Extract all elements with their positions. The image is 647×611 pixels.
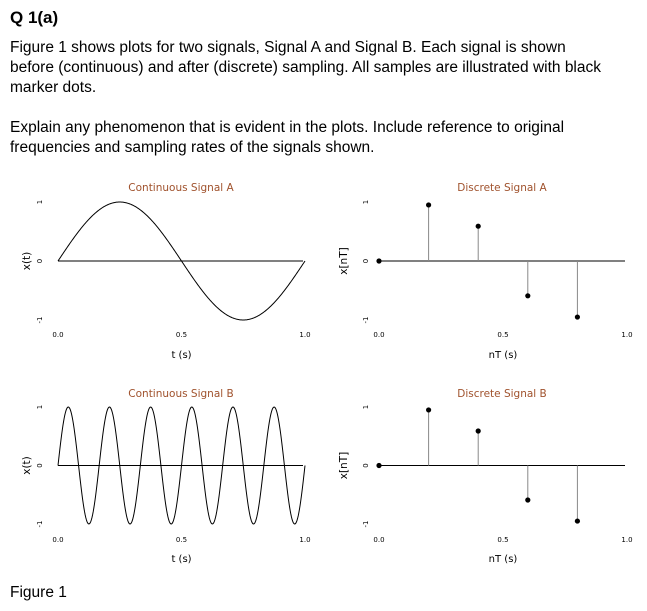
chart2-sample-dot bbox=[426, 202, 431, 207]
chart3-xtick-label: 1.0 bbox=[299, 536, 311, 544]
chart3-xlabel: t (s) bbox=[171, 554, 192, 565]
chart4-ylabel: x[nT] bbox=[338, 451, 350, 480]
chart3-ytick-label: 1 bbox=[36, 404, 44, 410]
chart1-xtick-label: 0.5 bbox=[175, 331, 188, 339]
chart4-sample-dot bbox=[426, 407, 431, 412]
chart2-ytick-label: 1 bbox=[362, 199, 370, 205]
chart2-sample-dot bbox=[476, 224, 481, 229]
chart1-ytick-label: -1 bbox=[36, 316, 44, 324]
chart4-xtick-label: 0.0 bbox=[373, 536, 385, 544]
chart2-sample-dot bbox=[376, 258, 381, 263]
chart4-ytick-label: -1 bbox=[362, 520, 370, 528]
chart2-xtick-label: 0.0 bbox=[373, 331, 385, 339]
chart3-ylabel: x(t) bbox=[21, 456, 33, 475]
chart3-xtick-label: 0.0 bbox=[52, 536, 64, 544]
chart3-ytick-label: -1 bbox=[36, 520, 44, 528]
chart2-ytick-label: 0 bbox=[362, 258, 370, 264]
chart4-xtick-label: 1.0 bbox=[621, 536, 633, 544]
chart3-xtick-label: 0.5 bbox=[175, 536, 188, 544]
chart2-sample-dot bbox=[525, 293, 530, 298]
chart4-xlabel: nT (s) bbox=[488, 554, 518, 565]
chart2-xtick-label: 0.5 bbox=[497, 331, 509, 339]
chart3-title: Continuous Signal B bbox=[128, 388, 234, 400]
chart2-ylabel: x[nT] bbox=[338, 247, 350, 275]
chart1-ytick-label: 1 bbox=[36, 199, 44, 205]
chart4-sample-dot bbox=[476, 428, 481, 433]
chart2-xtick-label: 1.0 bbox=[621, 331, 633, 339]
figure-caption: Figure 1 bbox=[10, 584, 67, 601]
chart4-title: Discrete Signal B bbox=[457, 388, 547, 400]
question-paragraph-2: Explain any phenomenon that is evident in the plots. Include reference to original frequencies and sampling rates of the signals shown. bbox=[10, 119, 565, 156]
chart1-xtick-label: 1.0 bbox=[299, 331, 311, 339]
chart2-ytick-label: -1 bbox=[362, 316, 370, 324]
chart1-xtick-label: 0.0 bbox=[52, 331, 64, 339]
chart3-ytick-label: 0 bbox=[36, 463, 44, 468]
chart2-xlabel: nT (s) bbox=[488, 350, 518, 361]
chart4-sample-dot bbox=[376, 463, 381, 468]
chart4-sample-dot bbox=[575, 518, 580, 523]
chart1-ylabel: x(t) bbox=[21, 251, 33, 271]
question-title: Q 1(a) bbox=[10, 8, 59, 27]
chart1-xlabel: t (s) bbox=[171, 350, 192, 361]
question-paragraph-1: Figure 1 shows plots for two signals, Signal A and Signal B. Each signal is shown before (continuous) and after (discrete) sampling. All samples are illustrated with black marker dots. bbox=[10, 39, 601, 96]
chart2-sample-dot bbox=[575, 314, 580, 319]
chart4-ytick-label: 1 bbox=[362, 404, 370, 410]
chart1-ytick-label: 0 bbox=[36, 258, 44, 264]
chart4-sample-dot bbox=[525, 497, 530, 502]
chart4-ytick-label: 0 bbox=[362, 463, 370, 468]
chart4-xtick-label: 0.5 bbox=[497, 536, 509, 544]
chart1-title: Continuous Signal A bbox=[128, 182, 234, 194]
chart2-title: Discrete Signal A bbox=[457, 182, 547, 194]
